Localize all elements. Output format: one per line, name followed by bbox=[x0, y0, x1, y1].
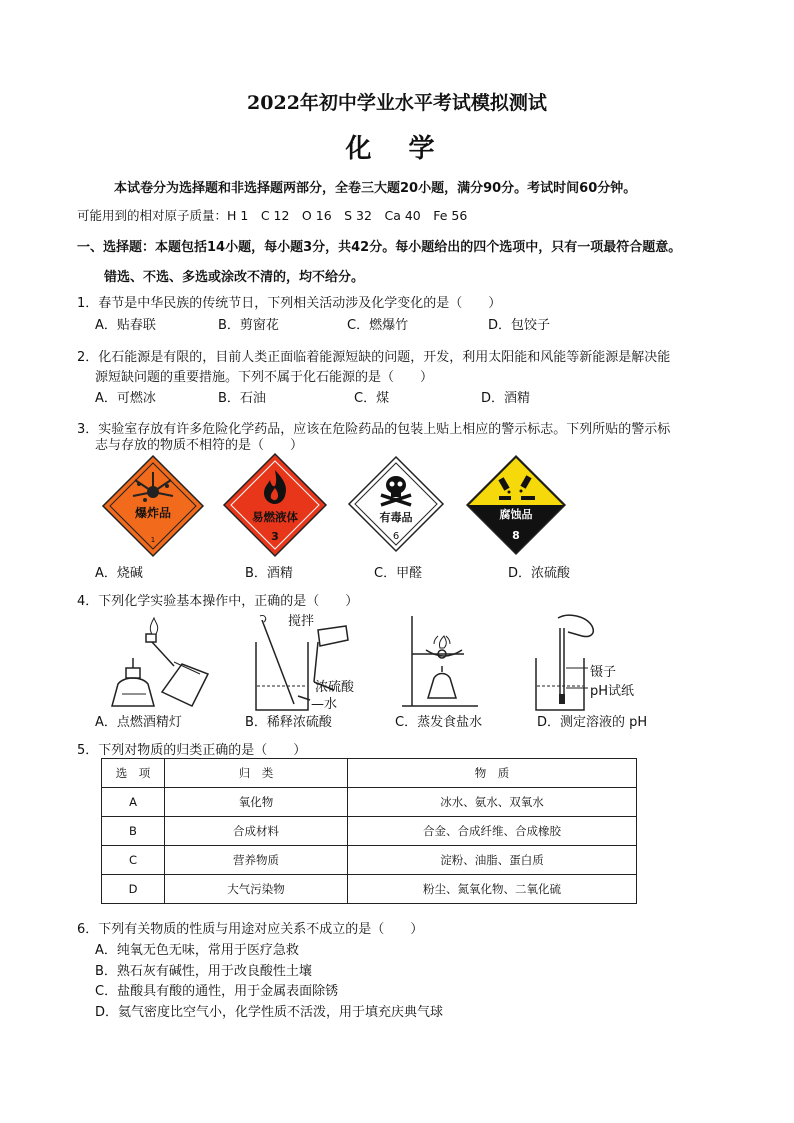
table-cell: 合金、合成纤维、合成橡胶 bbox=[348, 817, 637, 846]
section-heading: 一、选择题：本题包括14小题，每小题3分，共42分。每小题给出的四个选项中，只有一项最符合题意。 bbox=[77, 240, 682, 255]
subject-title: 化 学 bbox=[345, 134, 449, 164]
table-cell: 营养物质 bbox=[165, 846, 348, 875]
table-cell: 氧化物 bbox=[165, 788, 348, 817]
table-row bbox=[102, 817, 637, 846]
q3-stem-line1: 3．实验室存放有许多危险化学药品，应该在危险药品的包装上贴上相应的警示标志。下列所贴的警示标 bbox=[77, 422, 671, 437]
table-row bbox=[102, 846, 637, 875]
table-row bbox=[102, 875, 637, 904]
table-cell: 淀粉、油脂、蛋白质 bbox=[348, 846, 637, 875]
table-header: 选 项 bbox=[102, 759, 165, 788]
q1-option-c[interactable]: C．燃爆竹 bbox=[347, 318, 409, 333]
hazard-sign-corrosive bbox=[465, 454, 567, 556]
q2-option-a[interactable]: A．可燃冰 bbox=[95, 391, 156, 406]
q6-option-d[interactable]: D．氦气密度比空气小，化学性质不活泼，用于填充庆典气球 bbox=[95, 1005, 444, 1020]
exam-intro: 本试卷分为选择题和非选择题两部分，全卷三大题20小题，满分90分。考试时间60分钟。 bbox=[114, 181, 637, 196]
table-cell: C bbox=[102, 846, 165, 875]
q1-option-a[interactable]: A．贴春联 bbox=[95, 318, 156, 333]
q4-option-a[interactable]: A．点燃酒精灯 bbox=[95, 715, 182, 730]
atomic-masses: 可能用到的相对原子质量：H 1 C 12 O 16 S 32 Ca 40 Fe 56 bbox=[77, 208, 468, 223]
water-label: 水 bbox=[324, 697, 338, 712]
table-header-row bbox=[102, 759, 637, 788]
table-header: 物 质 bbox=[348, 759, 637, 788]
section-note: 错选、不选、多选或涂改不清的，均不给分。 bbox=[104, 270, 365, 285]
sign-label: 易燃液体 bbox=[252, 510, 298, 524]
table-cell: B bbox=[102, 817, 165, 846]
label-ph-paper: pH试纸 bbox=[590, 684, 635, 699]
q3-option-a[interactable]: A．烧碱 bbox=[95, 566, 143, 581]
label-stir: 搅拌 bbox=[288, 614, 315, 629]
exam-title: 2022年初中学业水平考试模拟测试 bbox=[247, 92, 547, 114]
sign-label: 腐蚀品 bbox=[499, 508, 533, 521]
q1-option-b[interactable]: B．剪窗花 bbox=[218, 318, 279, 333]
sign-label: 有毒品 bbox=[379, 511, 413, 524]
figure-evaporate bbox=[398, 610, 488, 714]
q4-option-d[interactable]: D．测定溶液的 pH bbox=[537, 715, 648, 730]
sign-number: 6 bbox=[392, 531, 400, 542]
table-cell: 冰水、氨水、双氧水 bbox=[348, 788, 637, 817]
q6-option-c[interactable]: C．盐酸具有酸的通性，用于金属表面除锈 bbox=[95, 984, 339, 999]
q3-stem-line2: 志与存放的物质不相符的是（ ） bbox=[95, 438, 304, 453]
table-cell: 大气污染物 bbox=[165, 875, 348, 904]
label-acid: 浓硫酸 bbox=[315, 680, 355, 695]
table-header: 归 类 bbox=[165, 759, 348, 788]
q4-option-c[interactable]: C．蒸发食盐水 bbox=[395, 715, 483, 730]
classification-table bbox=[101, 758, 637, 904]
table-cell: A bbox=[102, 788, 165, 817]
hazard-sign-toxic bbox=[347, 455, 445, 553]
sign-number: 1 bbox=[150, 536, 156, 544]
q4-stem: 4．下列化学实验基本操作中，正确的是（ ） bbox=[77, 594, 359, 609]
table-cell: 合成材料 bbox=[165, 817, 348, 846]
q4-option-b[interactable]: B．稀释浓硫酸 bbox=[245, 715, 332, 730]
hazard-sign-flammable bbox=[222, 452, 328, 558]
q6-stem: 6．下列有关物质的性质与用途对应关系不成立的是（ ） bbox=[77, 922, 424, 937]
q3-option-d[interactable]: D．浓硫酸 bbox=[508, 566, 571, 581]
hazard-sign-explosive bbox=[101, 454, 205, 558]
q5-stem: 5．下列对物质的归类正确的是（ ） bbox=[77, 743, 307, 758]
q6-option-a[interactable]: A．纯氧无色无味，常用于医疗急救 bbox=[95, 943, 299, 958]
q3-option-c[interactable]: C．甲醛 bbox=[374, 566, 423, 581]
label-water bbox=[311, 693, 337, 712]
table-cell: D bbox=[102, 875, 165, 904]
label-tweezers: 镊子 bbox=[590, 665, 617, 680]
sign-label: 爆炸品 bbox=[134, 506, 172, 520]
sign-number: 8 bbox=[512, 529, 520, 542]
q1-option-d[interactable]: D．包饺子 bbox=[488, 318, 551, 333]
q2-option-d[interactable]: D．酒精 bbox=[481, 391, 531, 406]
q6-option-b[interactable]: B．熟石灰有碱性，用于改良酸性土壤 bbox=[95, 964, 312, 979]
water-dash: — bbox=[311, 697, 324, 712]
q2-stem-line1: 2．化石能源是有限的，目前人类正面临着能源短缺的问题，开发，利用太阳能和风能等新能源是解决能 bbox=[77, 350, 671, 365]
q2-option-c[interactable]: C．煤 bbox=[354, 391, 390, 406]
q2-option-b[interactable]: B．石油 bbox=[218, 391, 266, 406]
q1-stem: 1．春节是中华民族的传统节日，下列相关活动涉及化学变化的是（ ） bbox=[77, 296, 502, 311]
table-row bbox=[102, 788, 637, 817]
figure-alcohol-lamp bbox=[102, 614, 214, 714]
table-cell: 粉尘、氮氧化物、二氧化硫 bbox=[348, 875, 637, 904]
q3-option-b[interactable]: B．酒精 bbox=[245, 566, 293, 581]
sign-number: 3 bbox=[271, 530, 279, 543]
q2-stem-line2: 源短缺问题的重要措施。下列不属于化石能源的是（ ） bbox=[95, 370, 434, 385]
